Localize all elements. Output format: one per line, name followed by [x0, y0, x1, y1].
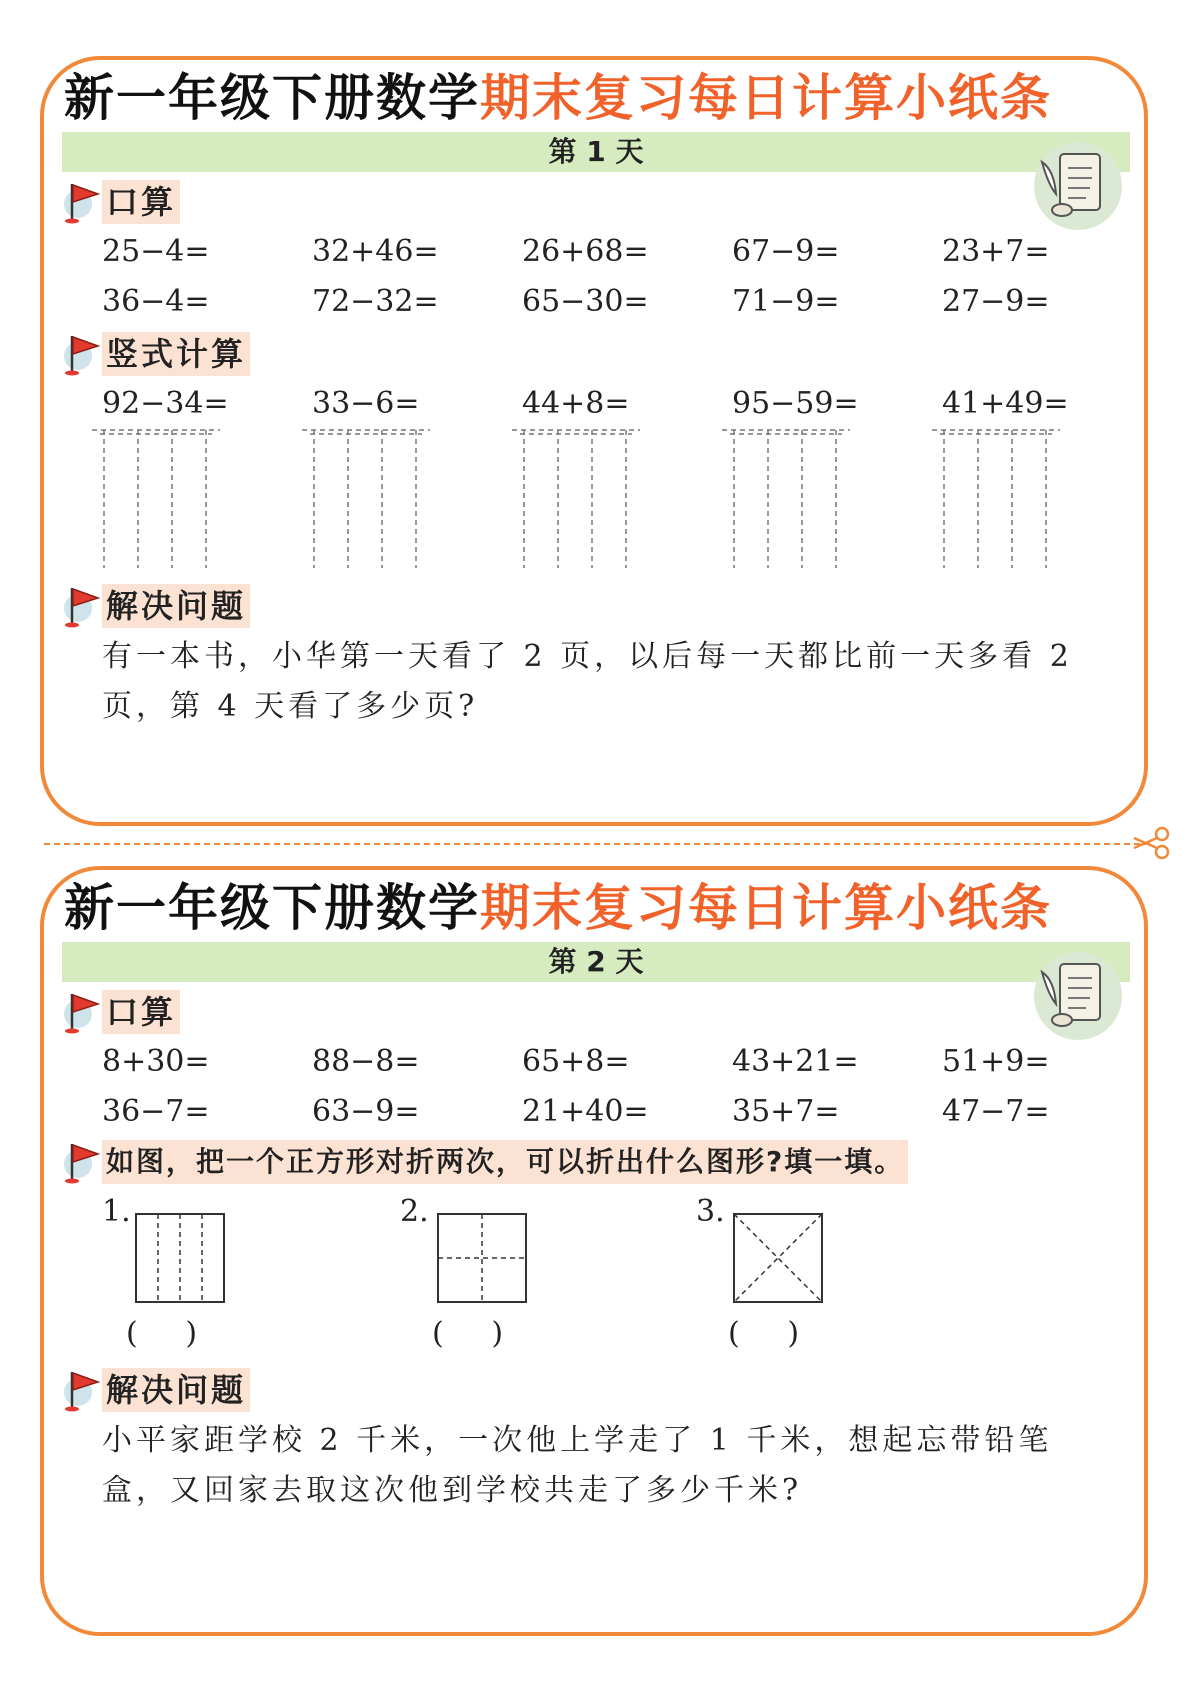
worksheet-card-day-2 — [40, 866, 1148, 1636]
title-highlight: 期末复习每日计算小纸条 — [480, 69, 1052, 127]
oral-expression: 65+8= — [522, 1044, 630, 1079]
day-label: 第 2 天 — [62, 942, 1130, 982]
answer-blank[interactable]: ( ) — [126, 1316, 198, 1351]
red-flag-icon — [62, 180, 102, 224]
vertical-expression: 95−59= — [732, 386, 859, 421]
oral-expression: 63−9= — [312, 1094, 420, 1129]
section-label: 口算 — [102, 180, 180, 224]
vertical-calc-grid — [302, 428, 430, 568]
vertical-calc-grid — [92, 428, 220, 568]
folded-square-figure-2 — [436, 1212, 528, 1304]
title-highlight: 期末复习每日计算小纸条 — [480, 879, 1052, 937]
scroll-quill-icon — [1032, 950, 1124, 1042]
folded-square-figure-3 — [732, 1212, 824, 1304]
day-label: 第 1 天 — [62, 132, 1130, 172]
oral-expression: 67−9= — [732, 234, 840, 269]
oral-expression: 26+68= — [522, 234, 649, 269]
red-flag-icon — [62, 584, 102, 628]
figure-number: 3. — [696, 1194, 725, 1229]
vertical-expression: 92−34= — [102, 386, 229, 421]
vertical-expression: 33−6= — [312, 386, 420, 421]
cut-line — [44, 843, 1150, 845]
vertical-expression: 44+8= — [522, 386, 630, 421]
card-title — [64, 876, 1052, 940]
section-label: 解决问题 — [102, 1368, 250, 1412]
oral-expression: 88−8= — [312, 1044, 420, 1079]
section-label: 如图，把一个正方形对折两次，可以折出什么图形?填一填。 — [102, 1140, 908, 1184]
red-flag-icon — [62, 990, 102, 1034]
section-label: 解决问题 — [102, 584, 250, 628]
section-label: 口算 — [102, 990, 180, 1034]
vertical-calc-grid — [722, 428, 850, 568]
oral-expression: 72−32= — [312, 284, 439, 319]
figure-number: 1. — [102, 1194, 131, 1229]
oral-expression: 47−7= — [942, 1094, 1050, 1129]
folded-square-figure-1 — [134, 1212, 226, 1304]
oral-expression: 71−9= — [732, 284, 840, 319]
word-problem-text: 小平家距学校 2 千米，一次他上学走了 1 千米，想起忘带铅笔盒，又回家去取这次他到学校共走了多少千米? — [102, 1423, 1053, 1508]
oral-expression: 23+7= — [942, 234, 1050, 269]
red-flag-icon — [62, 1140, 102, 1184]
oral-expression: 21+40= — [522, 1094, 649, 1129]
title-main: 新一年级下册数学 — [64, 69, 480, 127]
vertical-calc-grid — [932, 428, 1060, 568]
vertical-expression: 41+49= — [942, 386, 1069, 421]
oral-expression: 25−4= — [102, 234, 210, 269]
oral-expression: 35+7= — [732, 1094, 840, 1129]
oral-expression: 43+21= — [732, 1044, 859, 1079]
scroll-quill-icon — [1032, 140, 1124, 232]
vertical-calc-grid — [512, 428, 640, 568]
card-title — [64, 66, 1052, 130]
oral-expression: 8+30= — [102, 1044, 210, 1079]
oral-expression: 32+46= — [312, 234, 439, 269]
oral-expression: 65−30= — [522, 284, 649, 319]
answer-blank[interactable]: ( ) — [728, 1316, 800, 1351]
oral-expression: 27−9= — [942, 284, 1050, 319]
answer-blank[interactable]: ( ) — [432, 1316, 504, 1351]
section-label: 竖式计算 — [102, 332, 250, 376]
worksheet-card-day-1 — [40, 56, 1148, 826]
scissors-icon — [1132, 826, 1172, 860]
oral-expression: 36−7= — [102, 1094, 210, 1129]
oral-expression: 51+9= — [942, 1044, 1050, 1079]
title-main: 新一年级下册数学 — [64, 879, 480, 937]
oral-expression: 36−4= — [102, 284, 210, 319]
figure-number: 2. — [400, 1194, 429, 1229]
red-flag-icon — [62, 1368, 102, 1412]
word-problem-text: 有一本书，小华第一天看了 2 页，以后每一天都比前一天多看 2 页，第 4 天看了多少页? — [102, 639, 1073, 724]
red-flag-icon — [62, 332, 102, 376]
